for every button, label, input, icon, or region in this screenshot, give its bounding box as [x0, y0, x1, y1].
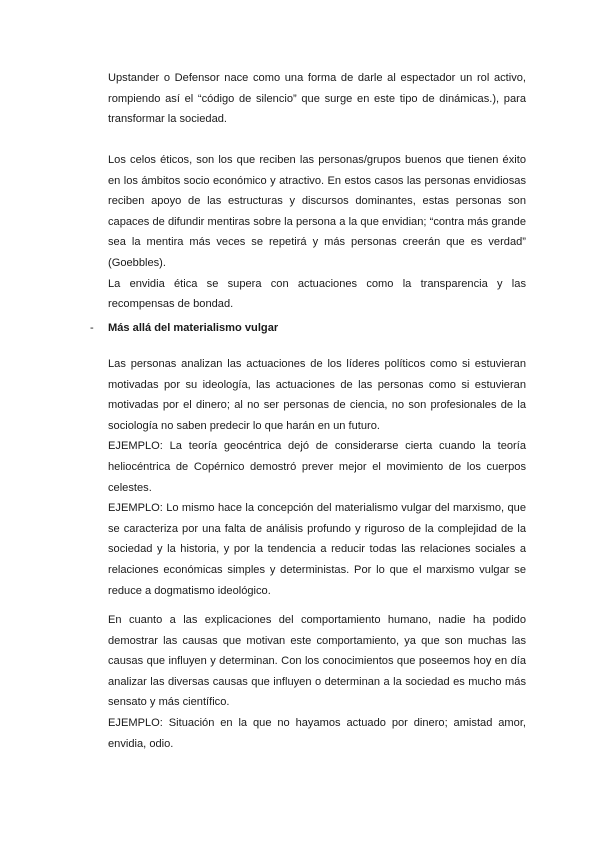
- paragraph-lideres-politicos: Las personas analizan las actuaciones de los líderes políticos como si estuvieran motivadas por su ideología, las actuaciones de las personas como si estuvieran motivadas por el dinero; al no ser personas de ciencia, no son profesionales de la sociología no saben predecir lo que harán en un futuro.: [108, 358, 526, 432]
- paragraph-envidia-etica: La envidia ética se supera con actuaciones como la transparencia y las recompensas de bondad.: [108, 277, 526, 311]
- bullet-marker: -: [90, 322, 94, 334]
- paragraph-comportamiento-humano: En cuanto a las explicaciones del comportamiento humano, nadie ha podido demostrar las causas que motivan este comportamiento, ya que son muchas las causas que influyen y determinan. Con los conocimientos que poseemos hoy en día analizar las diversas causas que influyen o determinan a la sociedad es mucho más sensato y más científico.: [108, 614, 526, 709]
- paragraph-celos-block: [108, 150, 526, 315]
- paragraph-ejemplo-geocentrica: EJEMPLO: La teoría geocéntrica dejó de considerarse cierta cuando la teoría heliocéntrica de Copérnico demostró prever mejor el movimiento de los cuerpos celestes.: [108, 440, 526, 494]
- section-paragraphs-block: [108, 354, 526, 601]
- paragraph-ejemplo-situacion: EJEMPLO: Situación en la que no hayamos actuado por dinero; amistad amor, envidia, odio.: [108, 716, 526, 750]
- paragraph-ejemplo-materialismo: EJEMPLO: Lo mismo hace la concepción del materialismo vulgar del marxismo, que se caracteriza por una falta de análisis profundo y riguroso de la complejidad de la sociedad y la historia, y por la tendencia a reducir todas las relaciones sociales a relaciones económicas simples y deterministas. Por lo que el marxismo vulgar se reduce a dogmatismo ideológico.: [108, 502, 526, 597]
- comportamiento-block: [108, 610, 526, 754]
- section-title: Más allá del materialismo vulgar: [108, 322, 279, 334]
- section-heading: [90, 318, 530, 338]
- paragraph-upstander-block: [108, 68, 526, 130]
- paragraph-celos-eticos: Los celos éticos, son los que reciben las personas/grupos buenos que tienen éxito en los ámbitos socio económico y atractivo. En estos casos las personas envidiosas reciben apoyo de las estructuras y discursos dominantes, estas personas son capaces de difundir mentiras sobre la persona a la que envidian; “contra más grande sea la mentira más veces se repetirá y más personas creerán que es verdad” (Goebbles).: [108, 154, 526, 269]
- paragraph-upstander: Upstander o Defensor nace como una forma de darle al espectador un rol activo, rompiendo así el “código de silencio” que surge en este tipo de dinámicas.), para transformar la sociedad.: [108, 72, 526, 126]
